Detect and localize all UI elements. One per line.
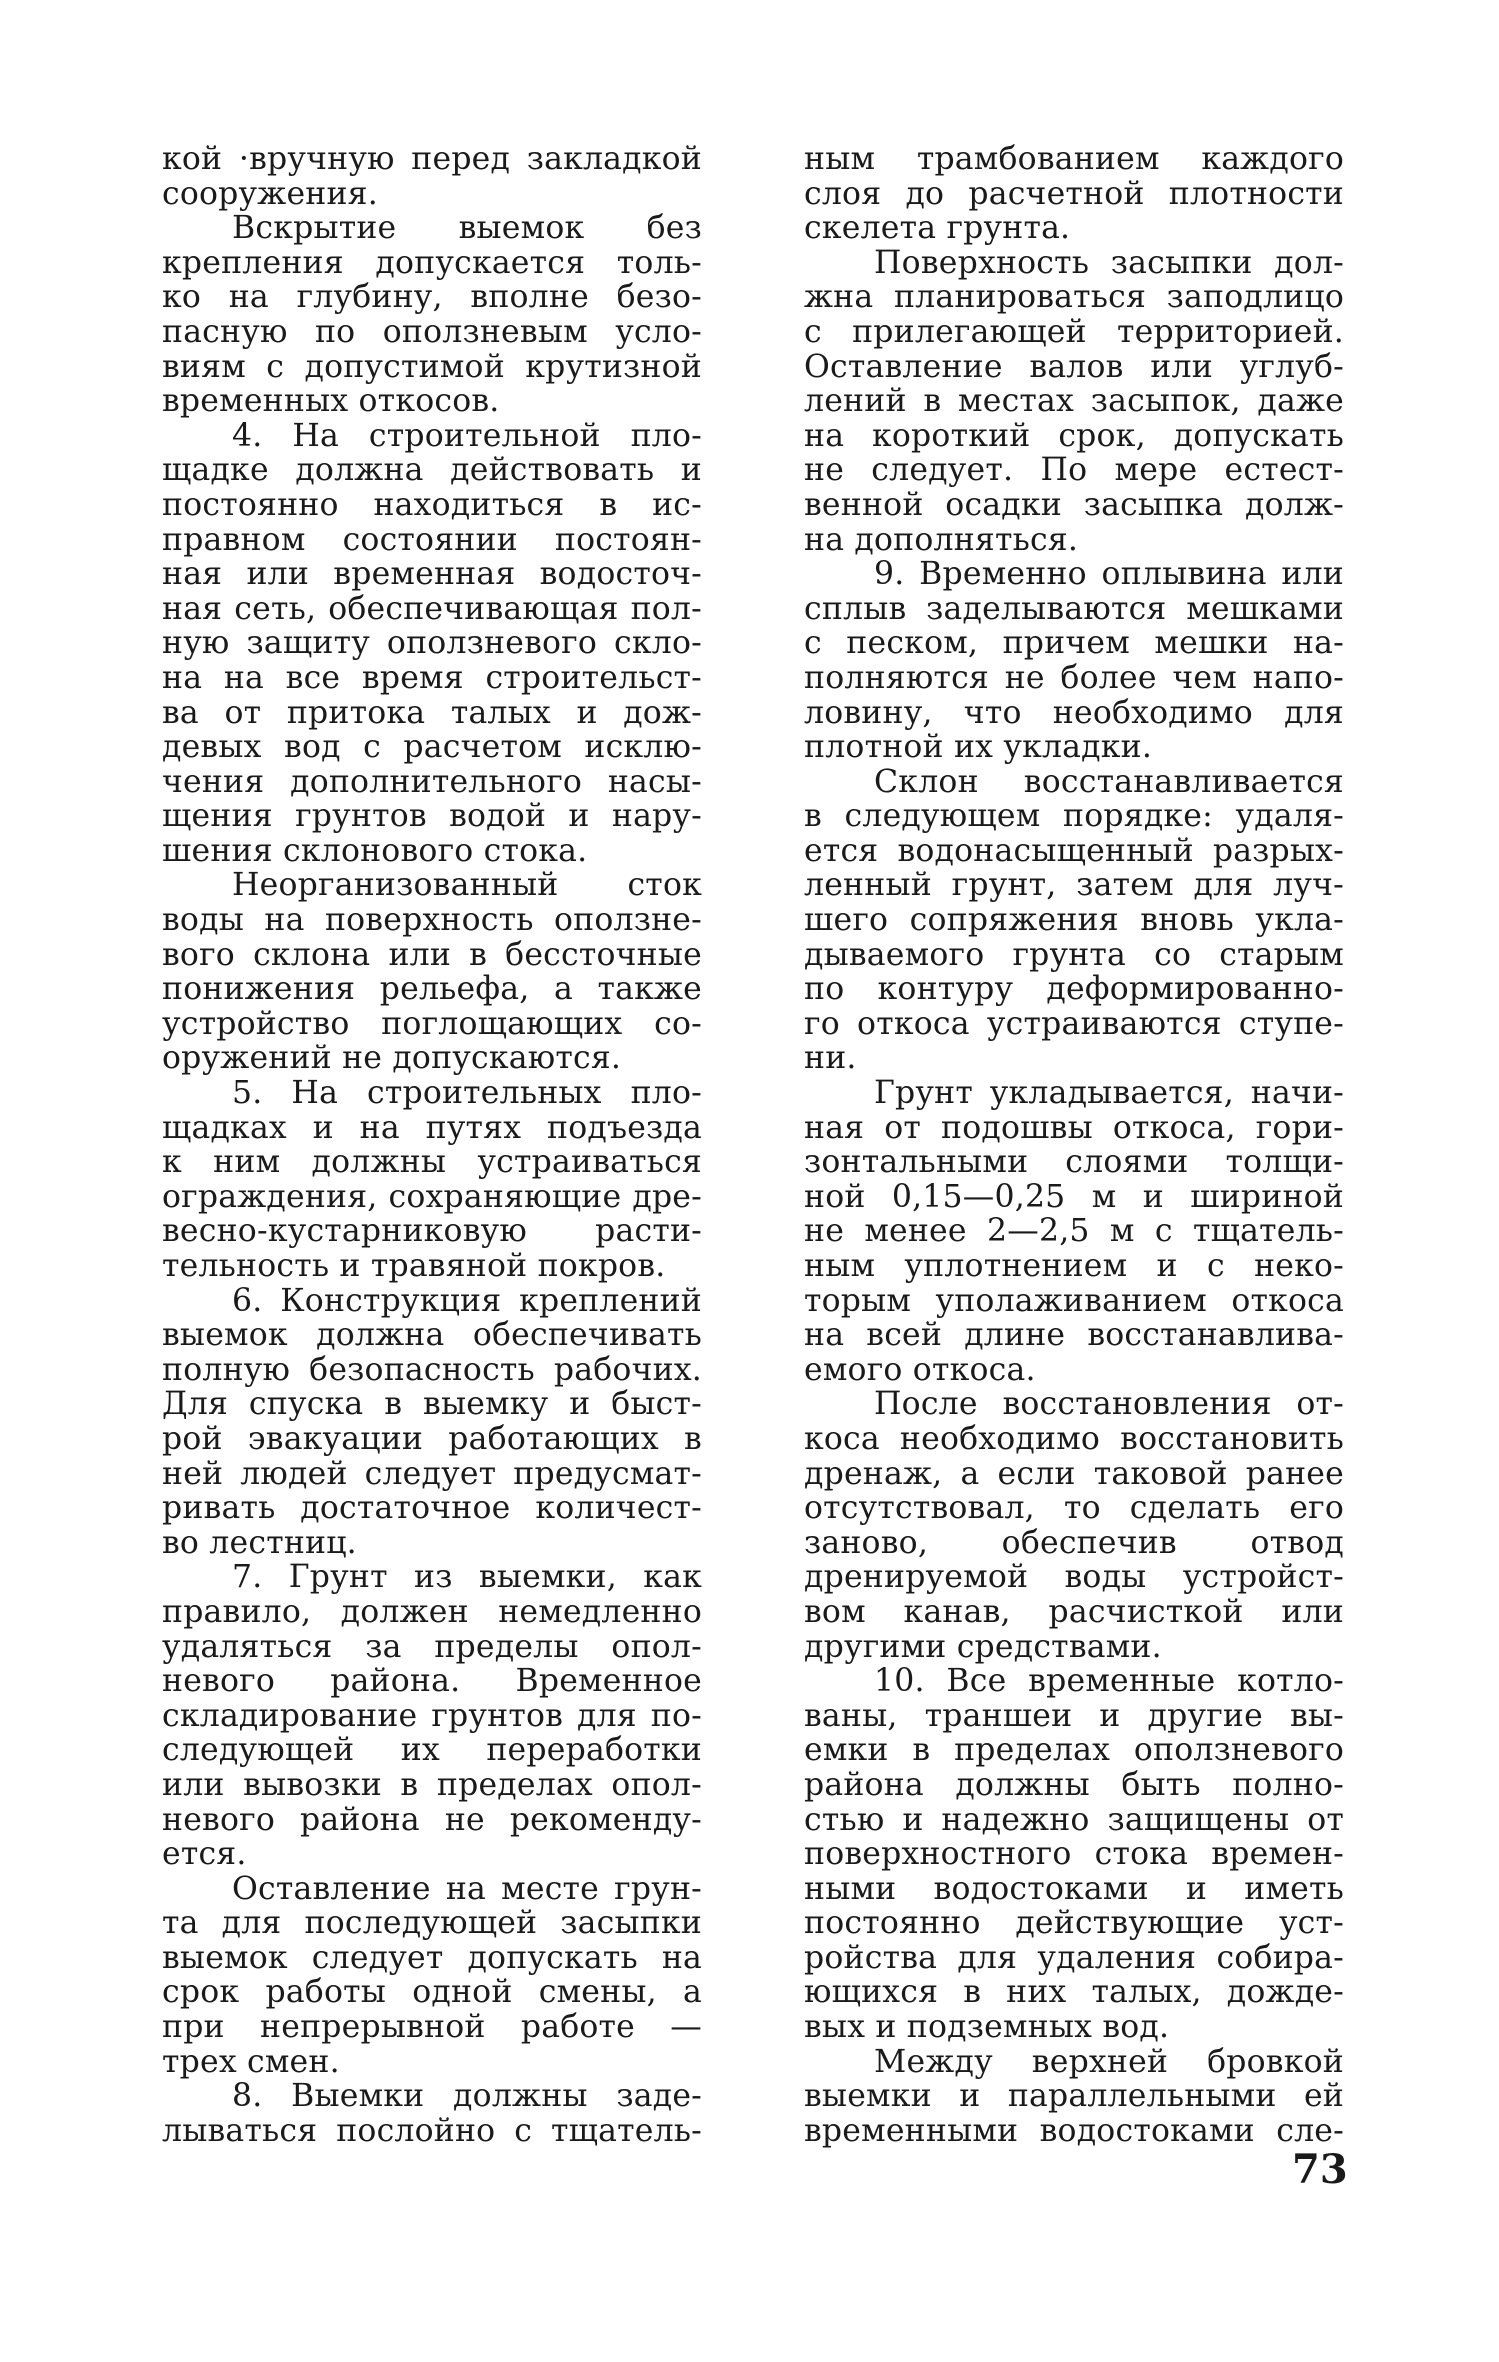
text-line: скелета грунта. xyxy=(804,210,1071,247)
text-line: ва от притока талых и дож- xyxy=(162,694,702,731)
text-line: 6. Конструкция креплений xyxy=(232,1282,702,1319)
text-line: вого склона или в бессточные xyxy=(162,936,702,973)
text-line: 9. Временно оплывина или xyxy=(874,556,1344,593)
text-line: во лестниц. xyxy=(162,1524,357,1561)
text-line: щения грунтов водой и нару- xyxy=(162,798,702,835)
text-line: Для спуска в выемку и быст- xyxy=(162,1386,702,1423)
text-line: крепления допускается толь- xyxy=(162,244,702,281)
text-line: ным трамбованием каждого xyxy=(804,141,1344,177)
text-line: ленный грунт, затем для луч- xyxy=(804,867,1344,904)
text-line: к ним должны устраиваться xyxy=(162,1144,702,1181)
text-line: сплыв заделываются мешками xyxy=(804,590,1344,627)
text-line: на короткий срок, допускать xyxy=(804,417,1344,454)
text-line: дренируемой воды устройст- xyxy=(804,1559,1344,1596)
text-line: весно-кустарниковую расти- xyxy=(162,1213,702,1250)
text-line: пасную по оползневым усло- xyxy=(162,313,702,350)
text-line: устройство поглощающих со- xyxy=(162,1005,702,1042)
text-line: ная или временная водосточ- xyxy=(162,556,702,593)
text-line: ющихся в них талых, дожде- xyxy=(804,1974,1344,2011)
text-line: ную защиту оползневого скло- xyxy=(162,625,702,662)
text-line: не менее 2—2,5 м с тщатель- xyxy=(804,1213,1344,1250)
text-line: при непрерывной работе — xyxy=(162,2009,702,2046)
text-line: ко на глубину, вполне безо- xyxy=(162,279,702,316)
text-line: ройства для удаления собира- xyxy=(804,1939,1344,1976)
text-line: поверхностного стока времен- xyxy=(804,1836,1344,1873)
text-line: 8. Выемки должны заде- xyxy=(232,2078,702,2115)
text-line: с прилегающей территорией. xyxy=(804,313,1344,350)
text-line: стью и надежно защищены от xyxy=(804,1801,1344,1838)
text-line: правило, должен немедленно xyxy=(162,1593,702,1630)
text-line: ной 0,15—0,25 м и шириной xyxy=(804,1178,1344,1215)
text-line: жна планироваться заподлицо xyxy=(804,279,1344,316)
text-line: Неорганизованный сток xyxy=(232,867,702,904)
text-line: После восстановления от- xyxy=(874,1386,1344,1423)
text-line: ная от подошвы откоса, гори- xyxy=(804,1109,1344,1146)
text-line: ными водостоками и иметь xyxy=(804,1870,1344,1907)
text-line: на на все время строительст- xyxy=(162,659,702,696)
text-line: тельность и травяной покров. xyxy=(162,1248,666,1284)
text-line: выемок должна обеспечивать xyxy=(162,1317,702,1354)
text-line: понижения рельефа, а также xyxy=(162,971,702,1008)
text-line: Поверхность засыпки дол- xyxy=(874,244,1344,281)
text-line: Между верхней бровкой xyxy=(874,2043,1344,2080)
text-line: емки в пределах оползневого xyxy=(804,1732,1344,1769)
text-line: дренаж, а если таковой ранее xyxy=(804,1455,1344,1492)
text-line: ней людей следует предусмат- xyxy=(162,1455,702,1492)
text-line: невого района. Временное xyxy=(162,1663,702,1700)
text-line: с песком, причем мешки на- xyxy=(804,625,1344,662)
text-line: срок работы одной смены, а xyxy=(162,1974,702,2011)
text-line: вом канав, расчисткой или xyxy=(804,1593,1344,1630)
text-line: полную безопасность рабочих. xyxy=(162,1351,702,1388)
text-line: выемки и параллельными ей xyxy=(804,2078,1344,2115)
text-line: щадке должна действовать и xyxy=(162,452,702,489)
text-line: следующей их переработки xyxy=(162,1732,702,1769)
text-line: виям с допустимой крутизной xyxy=(162,348,702,385)
text-line: кой ·вручную перед закладкой xyxy=(162,141,702,177)
text-line: девых вод с расчетом исклю- xyxy=(162,729,702,766)
text-line: ни. xyxy=(804,1040,857,1077)
text-line: венной осадки засыпка долж- xyxy=(804,486,1344,523)
text-line: 7. Грунт из выемки, как xyxy=(232,1559,702,1596)
text-line: правном состоянии постоян- xyxy=(162,521,702,558)
text-line: складирование грунтов для по- xyxy=(162,1697,702,1734)
text-line: другими средствами. xyxy=(804,1628,1162,1665)
text-line: 10. Все временные котло- xyxy=(874,1663,1344,1700)
text-line: на всей длине восстанавлива- xyxy=(804,1317,1344,1354)
text-line: слоя до расчетной плотности xyxy=(804,175,1344,212)
text-line: ется. xyxy=(162,1836,247,1873)
text-line: сооружения. xyxy=(162,175,378,212)
text-line: Оставление валов или углуб- xyxy=(804,348,1344,385)
text-line: на дополняться. xyxy=(804,521,1079,558)
text-line: та для последующей засыпки xyxy=(162,1905,702,1942)
text-line: или вывозки в пределах опол- xyxy=(162,1766,702,1803)
text-line: удаляться за пределы опол- xyxy=(162,1628,702,1665)
text-line: шения склонового стока. xyxy=(162,832,588,869)
text-line: ограждения, сохраняющие дре- xyxy=(162,1178,702,1215)
text-line: вых и подземных вод. xyxy=(804,2009,1170,2046)
text-line: трех смен. xyxy=(162,2043,340,2080)
text-line: в следующем порядке: удаля- xyxy=(804,798,1344,835)
text-line: заново, обеспечив отвод xyxy=(804,1524,1344,1561)
text-line: постоянно действующие уст- xyxy=(804,1905,1344,1942)
text-line: коса необходимо восстановить xyxy=(804,1420,1344,1457)
text-line: постоянно находиться в ис- xyxy=(162,486,702,523)
text-line: выемок следует допускать на xyxy=(162,1939,702,1976)
text-line: Оставление на месте грун- xyxy=(232,1870,702,1907)
text-line: полняются не более чем напо- xyxy=(804,659,1344,696)
text-line: ваны, траншеи и другие вы- xyxy=(804,1697,1344,1734)
text-line: временных откосов. xyxy=(162,383,500,420)
text-line: щадках и на путях подъезда xyxy=(162,1109,702,1146)
right-text-column xyxy=(804,142,1344,2148)
text-line: го откоса устраиваются ступе- xyxy=(804,1005,1344,1042)
text-line: невого района не рекоменду- xyxy=(162,1801,702,1838)
text-line: 4. На строительной пло- xyxy=(232,417,702,454)
text-line: временными водостоками сле- xyxy=(804,2112,1344,2149)
text-line: лываться послойно с тщатель- xyxy=(162,2112,702,2149)
text-line: лений в местах засыпок, даже xyxy=(804,383,1344,420)
text-line: ная сеть, обеспечивающая пол- xyxy=(162,590,702,627)
text-line: рой эвакуации работающих в xyxy=(162,1420,702,1457)
text-line: плотной их укладки. xyxy=(804,729,1153,766)
text-line: ется водонасыщенный разрых- xyxy=(804,832,1344,869)
text-line: по контуру деформированно- xyxy=(804,971,1344,1008)
text-line: оружений не допускаются. xyxy=(162,1040,622,1077)
text-line: отсутствовал, то сделать его xyxy=(804,1490,1344,1527)
text-line: чения дополнительного насы- xyxy=(162,763,702,800)
left-text-column xyxy=(162,142,702,2148)
text-line: дываемого грунта со старым xyxy=(804,936,1344,973)
text-line: торым уполаживанием откоса xyxy=(804,1282,1344,1319)
text-line: ным уплотнением и с неко- xyxy=(804,1248,1344,1284)
text-line: воды на поверхность оползне- xyxy=(162,902,702,939)
text-line: емого откоса. xyxy=(804,1351,1036,1388)
text-line: шего сопряжения вновь укла- xyxy=(804,902,1344,939)
text-line: ловину, что необходимо для xyxy=(804,694,1344,731)
text-line: Склон восстанавливается xyxy=(874,763,1344,800)
text-line: не следует. По мере естест- xyxy=(804,452,1344,489)
text-line: Вскрытие выемок без xyxy=(232,210,702,247)
text-line: Грунт укладывается, начи- xyxy=(874,1075,1344,1112)
text-line: зонтальными слоями толщи- xyxy=(804,1144,1344,1181)
text-line: ривать достаточное количест- xyxy=(162,1490,702,1527)
text-line: района должны быть полно- xyxy=(804,1766,1344,1803)
text-line: 5. На строительных пло- xyxy=(232,1075,702,1112)
page-number: 73 xyxy=(1292,2146,1348,2193)
